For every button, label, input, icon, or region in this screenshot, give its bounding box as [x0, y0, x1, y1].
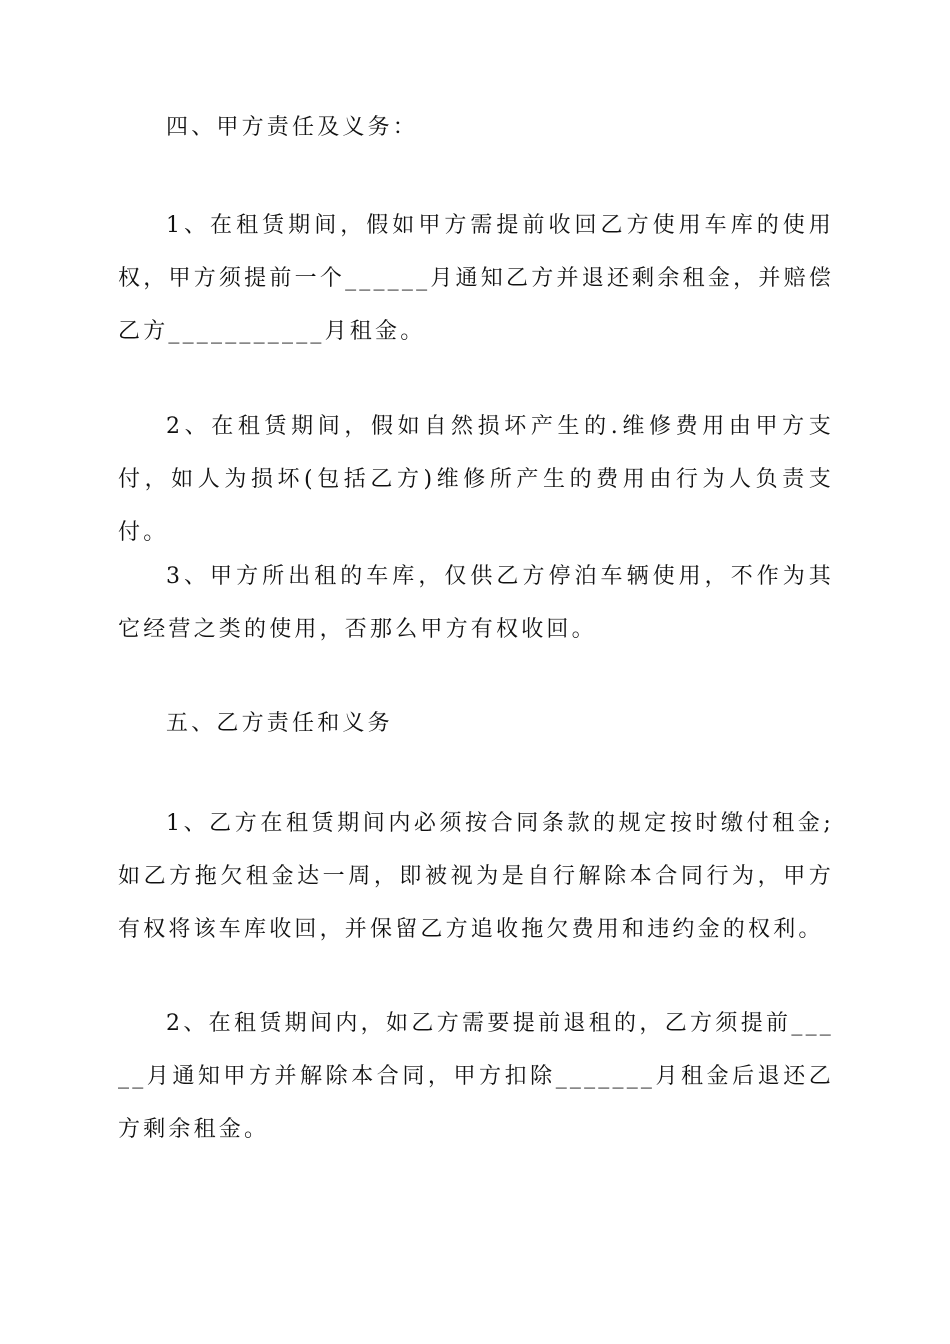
section-4-item-2: 2、在租赁期间，假如自然损坏产生的.维修费用由甲方支付，如人为损坏(包括乙方)维修所产生的费用由行为人负责支付。 [118, 414, 834, 545]
section-4-item-1: 1、在租赁期间，假如甲方需提前收回乙方使用车库的使用权，甲方须提前一个______月通知乙方并退还剩余租金，并赔偿乙方___________月租金。 [118, 213, 834, 344]
section-5-heading: 五、乙方责任和义务 [166, 711, 393, 736]
section-5-item-1: 1、乙方在租赁期间内必须按合同条款的规定按时缴付租金;如乙方拖欠租金达一周，即被视为是自行解除本合同行为，甲方有权将该车库收回，并保留乙方追收拖欠费用和违约金的权利。 [118, 811, 834, 942]
section-5-item-2: 2、在租赁期间内，如乙方需要提前退租的，乙方须提前_____月通知甲方并解除本合同，甲方扣除_______月租金后退还乙方剩余租金。 [118, 1011, 834, 1142]
section-4-heading: 四、甲方责任及义务： [166, 115, 419, 140]
section-4-item-3: 3、甲方所出租的车库，仅供乙方停泊车辆使用，不作为其它经营之类的使用，否那么甲方有权收回。 [118, 564, 834, 642]
